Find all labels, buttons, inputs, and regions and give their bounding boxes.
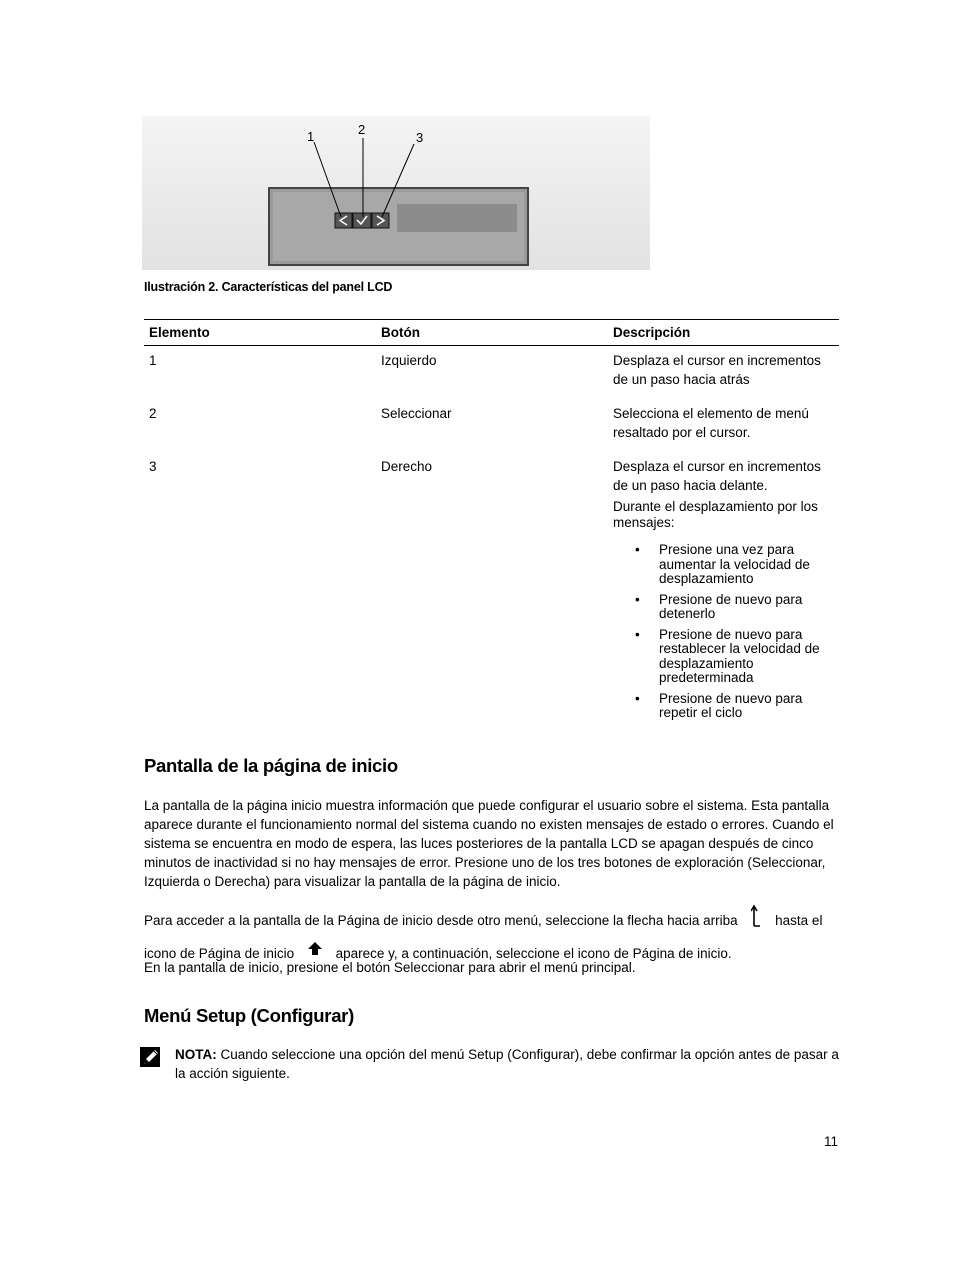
setup-note [175, 1045, 840, 1083]
list-item: • Presione de nuevo para detenerlo [635, 591, 803, 621]
left-button [335, 213, 352, 228]
table-row [144, 452, 839, 737]
home-paragraph-3: En la pantalla de inicio, presione el botón Seleccionar para abrir el menú principal. [144, 960, 636, 975]
list-item-text: Presione de nuevo para repetir el ciclo [659, 690, 803, 720]
list-item: • Presione de nuevo para repetir el ciclo [635, 690, 803, 720]
lcd-buttons-table [144, 319, 839, 737]
cell-element: 2 [149, 406, 157, 421]
select-button [353, 213, 371, 228]
list-item: • Presione una vez para aumentar la velocidad de desplazamiento [635, 542, 810, 586]
section-heading-home: Pantalla de la página de inicio [144, 755, 398, 776]
list-item-text: Presione una vez para aumentar la velocidad de desplazamiento [659, 542, 810, 586]
cell-description: Desplaza el cursor en incrementos de un paso hacia delante. [613, 459, 821, 493]
table-row [144, 346, 839, 400]
page-number: 11 [824, 1134, 839, 1149]
pencil-note-icon [140, 1046, 162, 1068]
home-paragraph-2-part-b: hasta el icono de Página de inicio [144, 913, 823, 961]
header-boton: Botón [376, 320, 608, 346]
note-label: NOTA: [175, 1047, 217, 1062]
right-button [372, 213, 389, 228]
scroll-options-list [613, 543, 834, 721]
list-item-text: Presione de nuevo para restablecer la velocidad de desplazamiento predeterminada [659, 626, 820, 685]
callout-3: 3 [416, 130, 424, 145]
table-header-row [144, 320, 839, 346]
header-elemento: Elemento [144, 320, 376, 346]
callout-2: 2 [358, 122, 366, 137]
cell-button: Seleccionar [381, 406, 452, 421]
cell-description-extra: Durante el desplazamiento por los mensajes: [613, 499, 818, 530]
home-paragraph-1: La pantalla de la página inicio muestra información que puede configurar el usuario sobre el sistema. Esta pantalla aparece durante el funcionamiento normal del sistema cuando no existen mensajes de estado o errores. Cuando el sistema se encuentra en modo de espera, las luces posteriores de la pantalla LCD se apagan después de cinco minutos de inactividad si no hay mensajes de error. Presione uno de los tres botones de exploración (Seleccionar, Izquierda o Derecha) para visualizar la pantalla de la página de inicio. [144, 798, 834, 889]
callout-1: 1 [307, 129, 315, 144]
home-paragraph-2-part-a: Para acceder a la pantalla de la Página de inicio desde otro menú, seleccione la flecha hacia arriba [144, 913, 738, 929]
lcd-panel-illustration [142, 116, 650, 270]
figure-caption: Ilustración 2. Características del panel LCD [144, 280, 393, 294]
cell-description: Selecciona el elemento de menú resaltado por el cursor. [613, 406, 809, 440]
home-paragraph-2-part-c: aparece y, a continuación, seleccione el icono de Página de inicio. [335, 946, 732, 961]
cell-button: Derecho [381, 459, 433, 474]
up-arrow-icon [751, 904, 761, 939]
note-text: Cuando seleccione una opción del menú Setup (Configurar), debe confirmar la opción antes de pasar a la acción siguiente. [175, 1047, 839, 1081]
cell-element: 3 [149, 459, 157, 474]
list-item-text: Presione de nuevo para detenerlo [659, 591, 803, 621]
header-descripcion: Descripción [608, 320, 839, 346]
cell-button: Izquierdo [381, 353, 437, 368]
list-item: • Presione de nuevo para restablecer la velocidad de desplazamiento predeterminada [635, 626, 820, 685]
cell-description: Desplaza el cursor en incrementos de un paso hacia atrás [613, 353, 821, 387]
cell-description-group [608, 452, 839, 737]
lcd-panel-figure [142, 116, 650, 270]
table-row [144, 399, 839, 452]
section-heading-setup: Menú Setup (Configurar) [144, 1005, 354, 1026]
cell-element: 1 [149, 353, 157, 368]
